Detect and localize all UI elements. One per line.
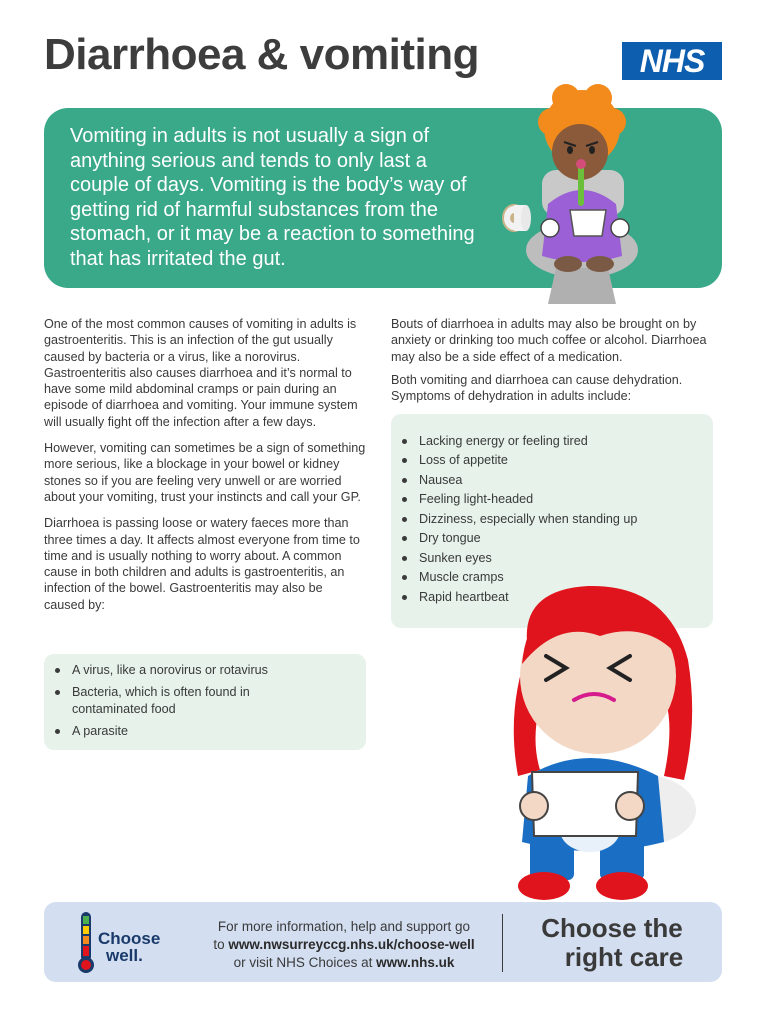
nhs-link[interactable]: www.nhs.uk bbox=[376, 955, 455, 970]
footer-cta bbox=[510, 914, 714, 972]
paragraph: Diarrhoea is passing loose or watery faeces more than three times a day. It affects almost everyone from time to time and is usually nothing to worry about. A common cause in both children and adults is gastroenteritis, an infection of the bowel. Gastroenteritis may also be caused by: bbox=[44, 516, 360, 612]
list-item: Bacteria, which is often found in contaminated food bbox=[44, 684, 366, 717]
list-item: A parasite bbox=[44, 723, 366, 739]
intro-text: Vomiting in adults is not usually a sign of anything serious and tends to only last a couple of days. Vomiting is the body’s way of getting rid of harmful substances from the stomach, or it may be a reaction to something that has irritated the gut. bbox=[70, 125, 475, 270]
causes-list bbox=[44, 662, 366, 739]
paragraph: However, vomiting can sometimes be a sign of something more serious, like a blockage in your bowel or kidney stones so if you are feeling very unwell or are worried about your vomiting, trust your instincts and call your GP. bbox=[44, 441, 366, 504]
page-title: Diarrhoea & vomiting bbox=[44, 30, 479, 79]
footer-info-line3 bbox=[184, 954, 504, 972]
right-column bbox=[391, 316, 713, 414]
list-item: A virus, like a norovirus or rotavirus bbox=[44, 662, 366, 678]
list-item: Feeling light-headed bbox=[391, 491, 713, 507]
choose-well-link[interactable]: www.nwsurreyccg.nhs.uk/choose-well bbox=[228, 937, 475, 952]
paragraph: One of the most common causes of vomiting in adults is gastroenteritis. This is an infection of the gut usually caused by bacteria or a virus, like a norovirus. Gastroenteritis also causes diarrhoea and it’s normal to have some mild abdominal cramps or pain during an episode of diarrhoea and vomiting. Your immune system will usually fight off the infection after a few days. bbox=[44, 317, 358, 429]
left-column bbox=[44, 316, 366, 623]
footer-info-prefix: to bbox=[213, 937, 229, 952]
list-item: Lacking energy or feeling tired bbox=[391, 433, 713, 449]
footer-cta-line2: right care bbox=[564, 942, 684, 972]
footer-info-prefix: or visit NHS Choices at bbox=[233, 955, 377, 970]
footer-cta-line1: Choose the bbox=[541, 913, 683, 943]
nhs-logo: NHS bbox=[622, 42, 722, 80]
thermometer-icon bbox=[78, 912, 94, 974]
list-item: Sunken eyes bbox=[391, 550, 713, 566]
list-item: Rapid heartbeat bbox=[391, 589, 713, 605]
footer-info bbox=[184, 918, 504, 972]
list-item: Loss of appetite bbox=[391, 452, 713, 468]
choose-well-line2: well. bbox=[106, 946, 143, 965]
causes-list-box bbox=[44, 654, 366, 750]
footer-panel bbox=[44, 902, 722, 982]
list-item: Nausea bbox=[391, 472, 713, 488]
footer-divider bbox=[502, 914, 503, 972]
list-item: Dry tongue bbox=[391, 530, 713, 546]
paragraph: Both vomiting and diarrhoea can cause dehydration. Symptoms of dehydration in adults include: bbox=[391, 372, 683, 404]
list-item: Dizziness, especially when standing up bbox=[391, 511, 713, 527]
toilet-illustration bbox=[496, 84, 656, 306]
footer-info-line2 bbox=[184, 936, 504, 954]
paragraph: Bouts of diarrhoea in adults may also be brought on by anxiety or drinking too much coffee or alcohol. Diarrhoea may also be a side effect of a medication. bbox=[391, 317, 707, 364]
choose-well-line1: Choose bbox=[98, 929, 161, 948]
footer-info-line1: For more information, help and support go bbox=[217, 919, 471, 934]
sick-girl-illustration bbox=[488, 580, 710, 900]
list-item: Muscle cramps bbox=[391, 569, 713, 585]
choose-well-logo bbox=[98, 930, 160, 964]
